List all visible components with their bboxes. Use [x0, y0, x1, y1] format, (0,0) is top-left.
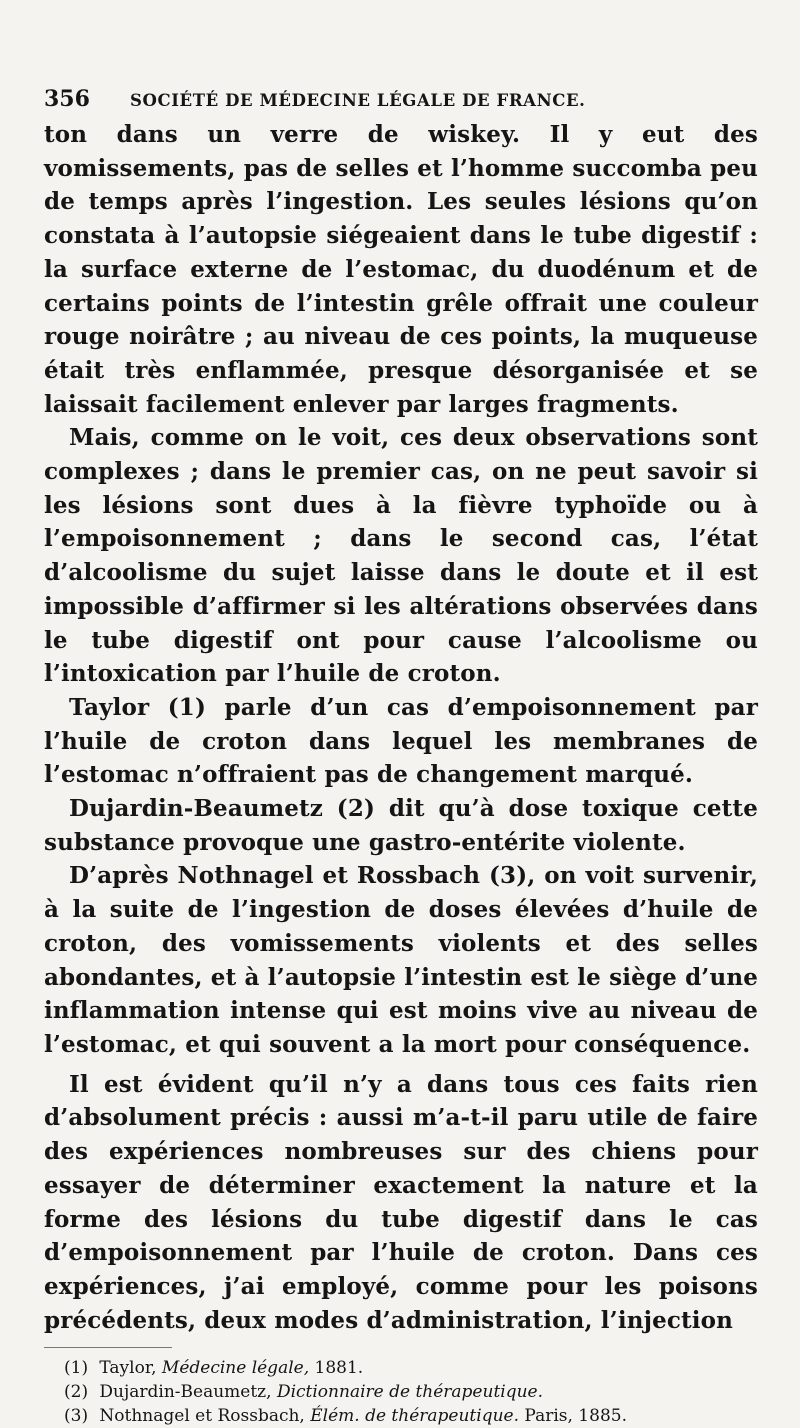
paragraph: Taylor (1) parle d’un cas d’empoisonnement par l’huile de croton dans lequel les membranes de l’estomac n’offraient pas de changement marqué.: [44, 693, 758, 789]
footnote-marker: (3): [64, 1406, 89, 1427]
footnote-marker: (2): [64, 1382, 89, 1403]
footnote: [64, 1380, 758, 1404]
footnotes: [44, 1356, 758, 1428]
running-head: [44, 86, 758, 116]
footnote-author: Dujardin-Beaumetz,: [99, 1382, 272, 1403]
footnote-rest: Paris, 1885.: [524, 1406, 627, 1427]
footnote-separator: [44, 1347, 172, 1348]
footnote: [64, 1404, 758, 1428]
paragraph-continuation: ton dans un verre de wiskey. Il y eut des vomissements, pas de selles et l’homme succomba peu de temps après l’ingestion. Les seules lésions qu’on constata à l’autopsie siégeaient dans le tube digestif : la surface externe de l’estomac, du duodénum et de certains points de l’intestin grêle offrait une couleur rouge noirâtre ; au niveau de ces points, la muqueuse était très enflammée, presque désorganisée et se laissait facilement enlever par larges fragments.: [44, 121, 758, 418]
footnote-work: Dictionnaire de thérapeutique.: [276, 1382, 544, 1403]
paragraph: Il est évident qu’il n’y a dans tous ces faits rien d’absolument précis : aussi m’a-t-il paru utile de faire des expériences nombreuses sur des chiens pour essayer de déterminer exactement la nature et la forme des lésions du tube digestif dans le cas d’empoisonnement par l’huile de croton. Dans ces expériences, j’ai employé, comme pour les poisons précédents, deux modes d’administration, l’injection: [44, 1070, 758, 1334]
footnote-marker: (1): [64, 1358, 89, 1379]
page-number: 356: [44, 86, 90, 112]
paragraph: D’après Nothnagel et Rossbach (3), on voit survenir, à la suite de l’ingestion de doses élevées d’huile de croton, des vomissements violents et des selles abondantes, et à l’autopsie l’intestin est le siège d’une inflammation intense qui est moins vive au niveau de l’estomac, et qui souvent a la mort pour conséquence.: [44, 862, 758, 1058]
footnote: [64, 1356, 758, 1380]
body-text: [44, 118, 758, 1337]
footnote-author: Taylor,: [99, 1358, 157, 1379]
paragraph: Mais, comme on le voit, ces deux observations sont complexes ; dans le premier cas, on ne peut savoir si les lésions sont dues à la fièvre typhoïde ou à l’empoisonnement ; dans le second cas, l’état d’alcoolisme du sujet laisse dans le doute et il est impossible d’affirmer si les altérations observées dans le tube digestif ont pour cause l’alcoolisme ou l’intoxication par l’huile de croton.: [44, 424, 758, 688]
running-title: SOCIÉTÉ DE MÉDECINE LÉGALE DE FRANCE.: [130, 91, 586, 110]
footnote-work: Élém. de thérapeutique.: [310, 1406, 519, 1427]
footnote-work: Médecine légale,: [161, 1358, 310, 1379]
paragraph: Dujardin-Beaumetz (2) dit qu’à dose toxique cette substance provoque une gastro-entérite violente.: [44, 795, 758, 856]
footnote-author: Nothnagel et Rossbach,: [99, 1406, 305, 1427]
footnote-rest: 1881.: [314, 1358, 364, 1379]
